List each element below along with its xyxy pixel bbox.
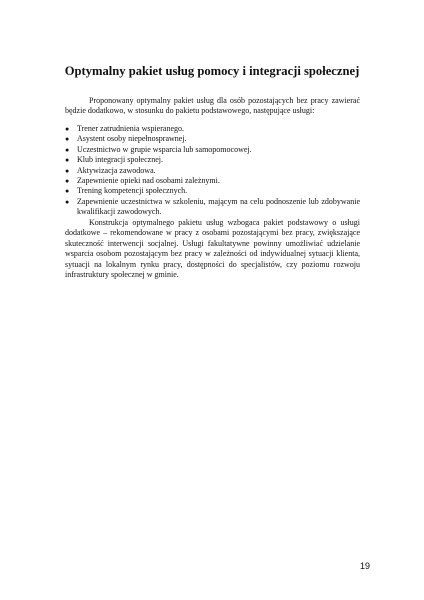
page-title: Optymalny pakiet usług pomocy i integracji społecznej	[64, 64, 360, 78]
bullet-icon: ●	[65, 145, 70, 154]
list-item-text: Aktywizacja zawodowa.	[77, 165, 156, 175]
intro-paragraph: Proponowany optymalny pakiet usług dla osób pozostających bez pracy zawierać będzie dodatkowo, w stosunku do pakietu podstawowego, następujące usługi:	[65, 96, 360, 116]
list-item-text: Klub integracji społecznej.	[77, 155, 163, 165]
list-item-text: Trening kompetencji społecznych.	[77, 186, 188, 196]
services-list	[65, 124, 360, 218]
bullet-icon: ●	[65, 156, 70, 165]
list-item	[65, 134, 360, 144]
list-item	[65, 124, 360, 134]
list-item-text: Zapewnienie uczestnictwa w szkoleniu, mającym na celu podnoszenie lub zdobywanie kwalifikacji zawodowych.	[77, 196, 360, 217]
list-item-text: Asystent osoby niepełnosprawnej.	[77, 134, 187, 144]
list-item	[65, 145, 360, 155]
bullet-icon: ●	[65, 177, 70, 186]
list-item-text: Zapewnienie opieki nad osobami zależnymi.	[77, 176, 220, 186]
list-item	[65, 176, 360, 186]
list-item	[65, 155, 360, 165]
bullet-icon: ●	[65, 166, 70, 175]
list-item	[65, 197, 360, 218]
list-item-text: Trener zatrudnienia wspieranego.	[77, 124, 184, 133]
bullet-icon: ●	[65, 197, 70, 206]
bullet-icon: ●	[65, 187, 70, 196]
list-item	[65, 186, 360, 196]
list-item-text: Uczestnictwo w grupie wsparcia lub samopomocowej.	[77, 144, 252, 154]
list-item	[65, 166, 360, 176]
bullet-icon: ●	[65, 135, 70, 144]
page-number: 19	[360, 561, 371, 571]
bullet-icon: ●	[65, 125, 70, 133]
closing-paragraph: Konstrukcja optymalnego pakietu usług wzbogaca pakiet podstawowy o usługi dodatkowe – rekomendowane w pracy z osobami pozostającymi bez pracy, zwiększające skuteczność interwencji socjalnej. Usługi fakultatywne powinny umożliwiać udzielanie wsparcia osobom pozostającym bez pracy w zależności od indywidualnej sytuacji klienta, sytuacji na lokalnym rynku pracy, dostępności do specjalistów, czy poziomu rozwoju infrastruktury społecznej w gminie.	[65, 218, 360, 280]
